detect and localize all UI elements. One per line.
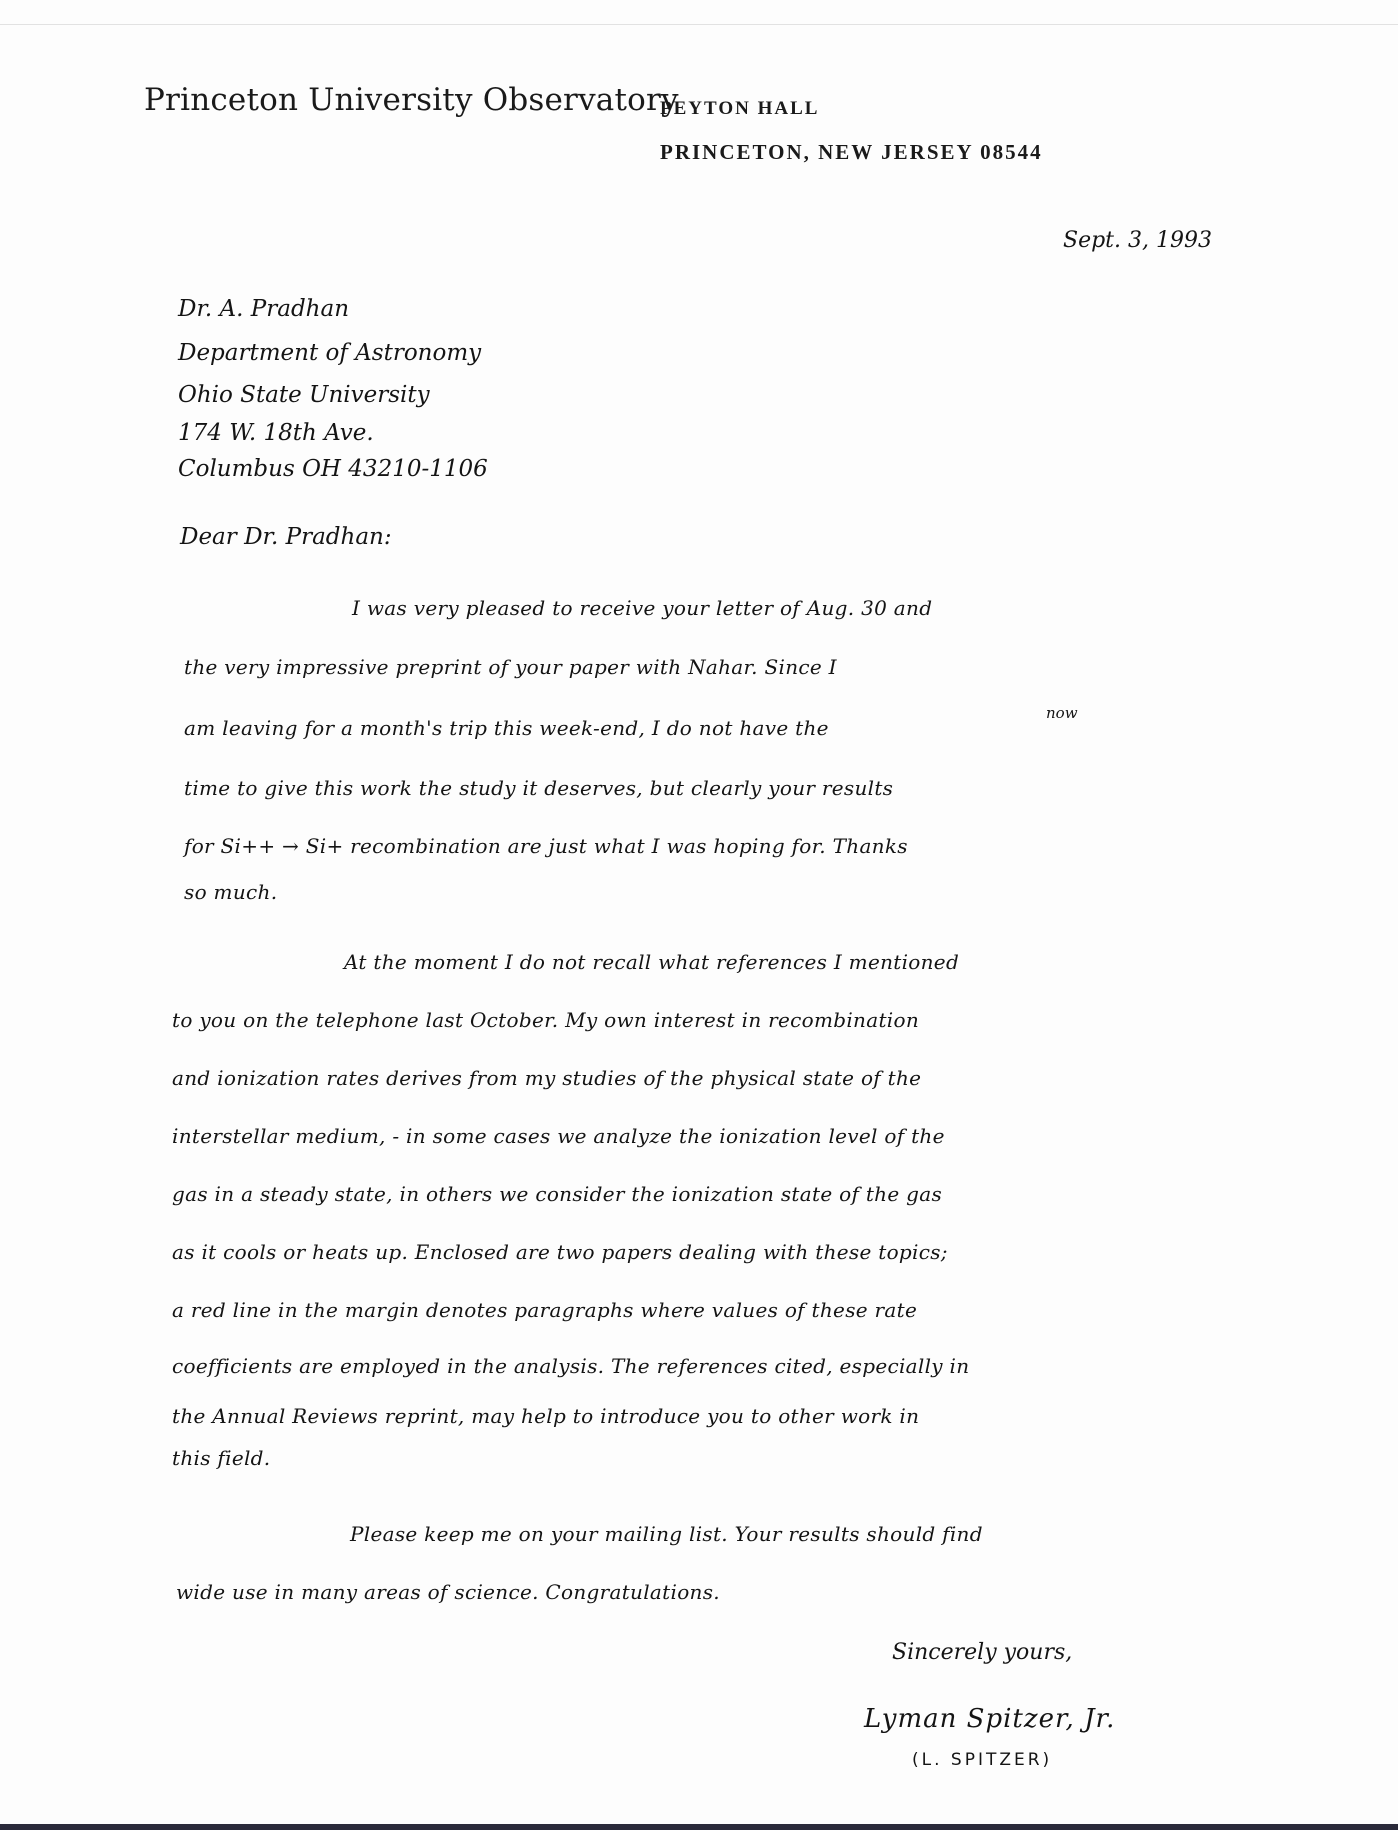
paragraph2-line6: as it cools or heats up. Enclosed are two papers dealing with these topics; xyxy=(172,1240,948,1264)
letterhead-city: PRINCETON, NEW JERSEY 08544 xyxy=(660,140,1043,164)
letterhead-building: PEYTON HALL xyxy=(660,98,820,119)
paragraph3-line2: wide use in many areas of science. Congratulations. xyxy=(176,1580,720,1604)
paragraph2-line10: this field. xyxy=(172,1446,271,1470)
paragraph1-line6: so much. xyxy=(184,880,278,904)
paragraph2-line8: coefficients are employed in the analysis. The references cited, especially in xyxy=(172,1354,970,1378)
recipient-line-university: Ohio State University xyxy=(178,382,430,408)
recipient-line-department: Department of Astronomy xyxy=(178,340,482,366)
paragraph2-line1: At the moment I do not recall what references I mentioned xyxy=(344,950,960,974)
recipient-line-street: 174 W. 18th Ave. xyxy=(178,420,374,446)
paragraph2-line9: the Annual Reviews reprint, may help to introduce you to other work in xyxy=(172,1404,920,1428)
paragraph2-line2: to you on the telephone last October. My own interest in recombination xyxy=(172,1008,920,1032)
letter-date: Sept. 3, 1993 xyxy=(1063,228,1212,253)
paragraph2-line7: a red line in the margin denotes paragraphs where values of these rate xyxy=(172,1298,918,1322)
printed-name: (L. SPITZER) xyxy=(912,1750,1053,1770)
paragraph2-line5: gas in a steady state, in others we consider the ionization state of the gas xyxy=(172,1182,943,1206)
paragraph1-line1: I was very pleased to receive your letter of Aug. 30 and xyxy=(352,596,933,620)
signature: Lyman Spitzer, Jr. xyxy=(864,1704,1116,1734)
paragraph1-line5: for Si++ → Si+ recombination are just what I was hoping for. Thanks xyxy=(184,834,908,858)
salutation: Dear Dr. Pradhan: xyxy=(180,524,392,550)
paragraph1-line3: am leaving for a month's trip this week-end, I do not have the xyxy=(184,716,829,740)
recipient-line-city: Columbus OH 43210-1106 xyxy=(178,456,488,482)
letterhead-institution: Princeton University Observatory xyxy=(144,82,679,118)
paragraph2-line3: and ionization rates derives from my studies of the physical state of the xyxy=(172,1066,922,1090)
paragraph2-line4: interstellar medium, - in some cases we analyze the ionization level of the xyxy=(172,1124,945,1148)
paragraph3-line1: Please keep me on your mailing list. Your results should find xyxy=(350,1522,983,1546)
paragraph1-line2: the very impressive preprint of your paper with Nahar. Since I xyxy=(184,655,837,679)
recipient-line-name: Dr. A. Pradhan xyxy=(178,296,350,322)
paragraph1-line4: time to give this work the study it deserves, but clearly your results xyxy=(184,776,894,800)
scan-edge-bottom xyxy=(0,1824,1398,1830)
scan-edge-top xyxy=(0,24,1398,25)
insertion-note: now xyxy=(1046,704,1078,722)
closing: Sincerely yours, xyxy=(892,1640,1073,1665)
